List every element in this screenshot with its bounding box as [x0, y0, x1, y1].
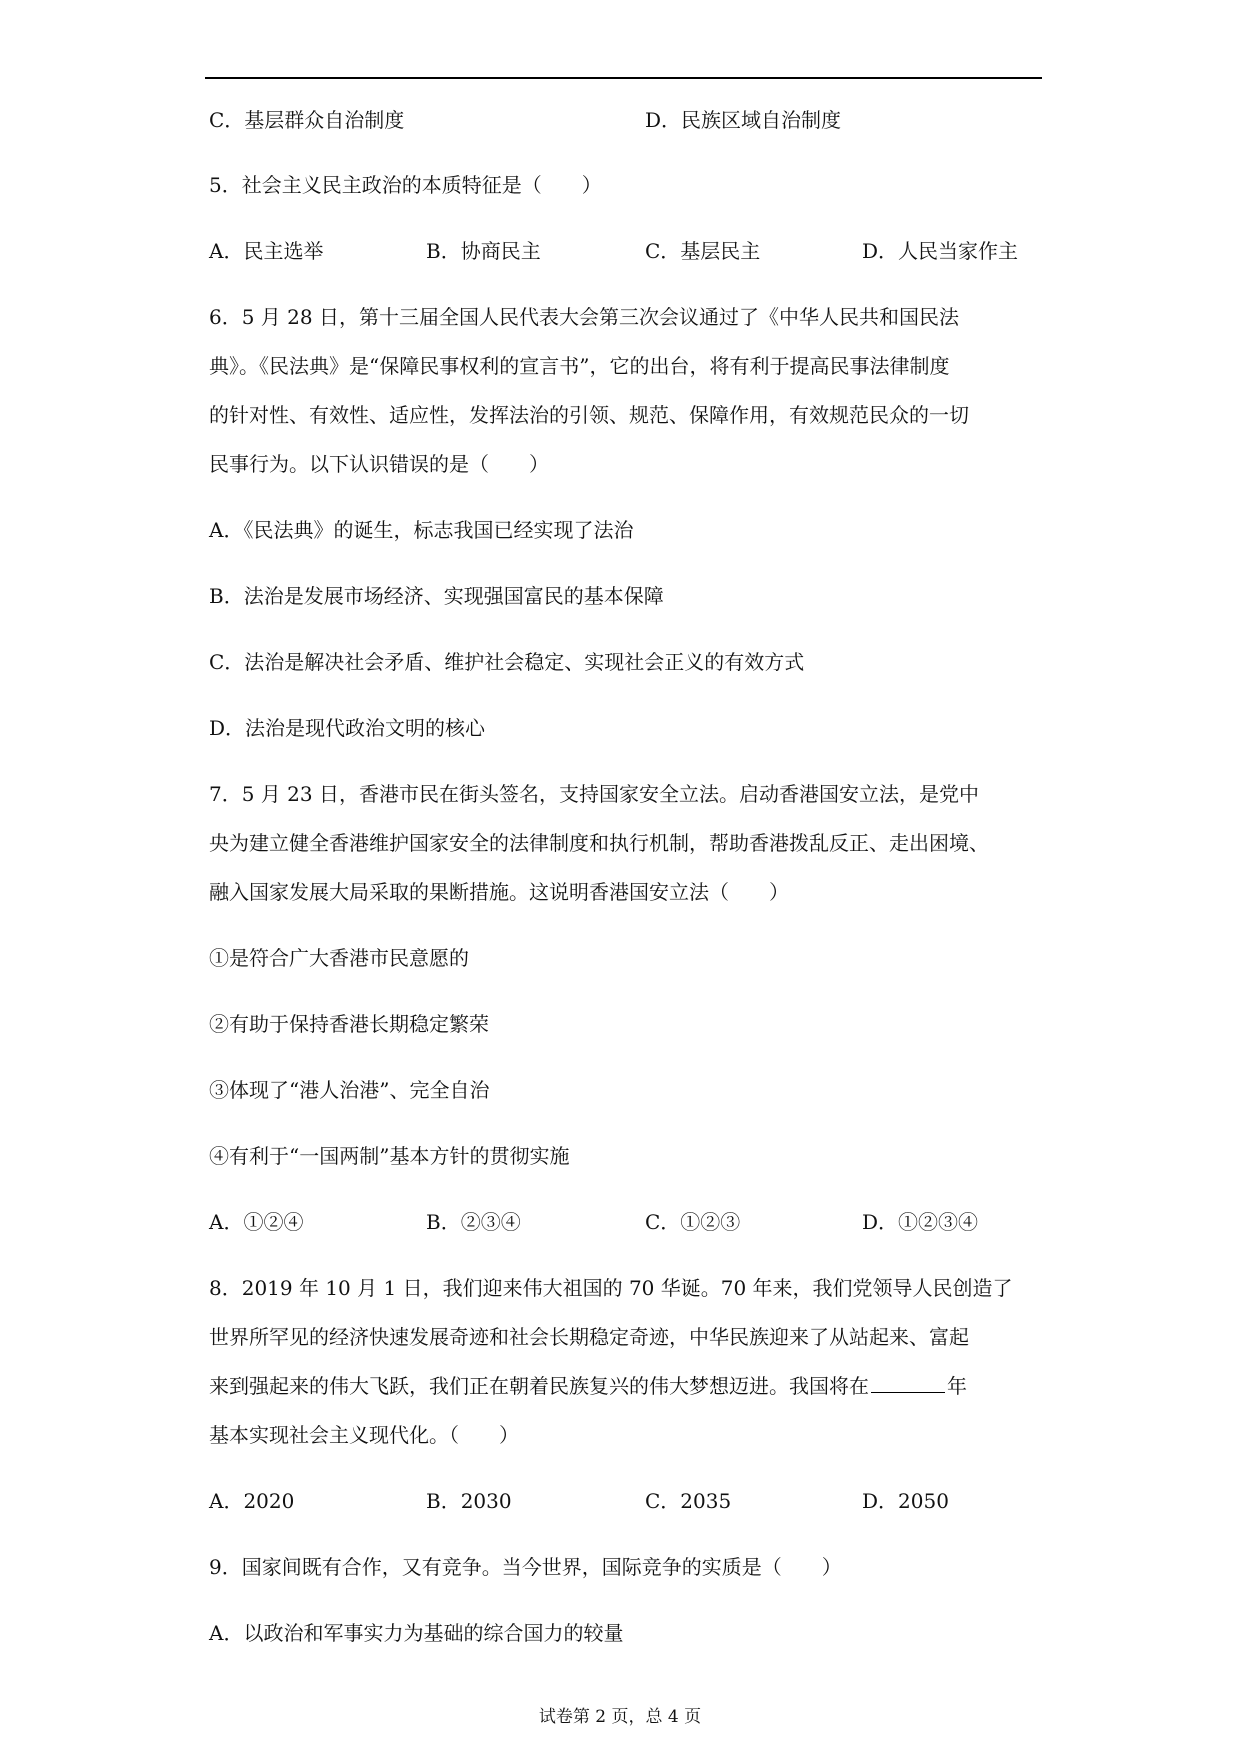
- q8-stem-line: 基本实现社会主义现代化。（ ）: [209, 1423, 519, 1447]
- q6-option-c: C．法治是解决社会矛盾、维护社会稳定、实现社会正义的有效方式: [209, 650, 805, 674]
- q5-option-a: A．民主选举: [209, 239, 324, 263]
- q4-option-d: D．民族区域自治制度: [645, 108, 842, 132]
- q8-stem-line-blank: [209, 1371, 967, 1401]
- q7-stem-line: 央为建立健全香港维护国家安全的法律制度和执行机制，帮助香港拨乱反正、走出困境、: [209, 831, 989, 855]
- q6-option-b: B．法治是发展市场经济、实现强国富民的基本保障: [209, 584, 664, 608]
- q5-option-c: C．基层民主: [645, 239, 761, 263]
- answer-blank: [871, 1372, 945, 1393]
- q7-statement: ②有助于保持香港长期稳定繁荣: [209, 1012, 489, 1036]
- page-footer: 试卷第 2 页，总 4 页: [538, 1707, 702, 1727]
- q8-option-c: C．2035: [645, 1489, 732, 1513]
- q4-option-c: C．基层群众自治制度: [209, 108, 405, 132]
- q8-line3-suffix: 年: [947, 1374, 967, 1398]
- q6-stem-line: 6．5 月 28 日，第十三届全国人民代表大会第三次会议通过了《中华人民共和国民法: [209, 305, 959, 329]
- q5-option-b: B．协商民主: [426, 239, 541, 263]
- q7-stem-line: 融入国家发展大局采取的果断措施。这说明香港国安立法（ ）: [209, 880, 789, 904]
- q6-stem-line: 典》。《民法典》是“保障民事权利的宣言书”，它的出台，将有利于提高民事法律制度: [209, 354, 950, 378]
- q5-stem: 5．社会主义民主政治的本质特征是（ ）: [209, 173, 602, 197]
- header-rule: [205, 77, 1042, 79]
- q8-stem-line: 8．2019 年 10 月 1 日，我们迎来伟大祖国的 70 华诞。70 年来，我们党领导人民创造了: [209, 1276, 1013, 1300]
- q6-stem-line: 民事行为。以下认识错误的是（ ）: [209, 452, 549, 476]
- q7-option-d: D．①②③④: [862, 1210, 979, 1234]
- q6-stem-line: 的针对性、有效性、适应性，发挥法治的引领、规范、保障作用，有效规范民众的一切: [209, 403, 969, 427]
- q5-option-d: D．人民当家作主: [862, 239, 1019, 263]
- q7-statement: ③体现了“港人治港”、完全自治: [209, 1078, 490, 1102]
- q7-option-c: C．①②③: [645, 1210, 741, 1234]
- q8-option-b: B．2030: [426, 1489, 512, 1513]
- q8-line3-text: 来到强起来的伟大飞跃，我们正在朝着民族复兴的伟大梦想迈进。我国将在: [209, 1374, 869, 1398]
- q7-option-a: A．①②④: [209, 1210, 304, 1234]
- q6-option-d: D．法治是现代政治文明的核心: [209, 716, 486, 740]
- q7-statement: ④有利于“一国两制”基本方针的贯彻实施: [209, 1144, 570, 1168]
- q7-statement: ①是符合广大香港市民意愿的: [209, 946, 469, 970]
- q7-option-b: B．②③④: [426, 1210, 521, 1234]
- q7-stem-line: 7．5 月 23 日，香港市民在街头签名，支持国家安全立法。启动香港国安立法，是党中: [209, 782, 979, 806]
- q8-stem-line: 世界所罕见的经济快速发展奇迹和社会长期稳定奇迹，中华民族迎来了从站起来、富起: [209, 1325, 969, 1349]
- q8-option-d: D．2050: [862, 1489, 949, 1513]
- q9-stem: 9．国家间既有合作，又有竞争。当今世界，国际竞争的实质是（ ）: [209, 1555, 842, 1579]
- q6-option-a: A．《民法典》的诞生，标志我国已经实现了法治: [209, 518, 634, 542]
- q8-option-a: A．2020: [209, 1489, 295, 1513]
- q9-option-a: A．以政治和军事实力为基础的综合国力的较量: [209, 1621, 624, 1645]
